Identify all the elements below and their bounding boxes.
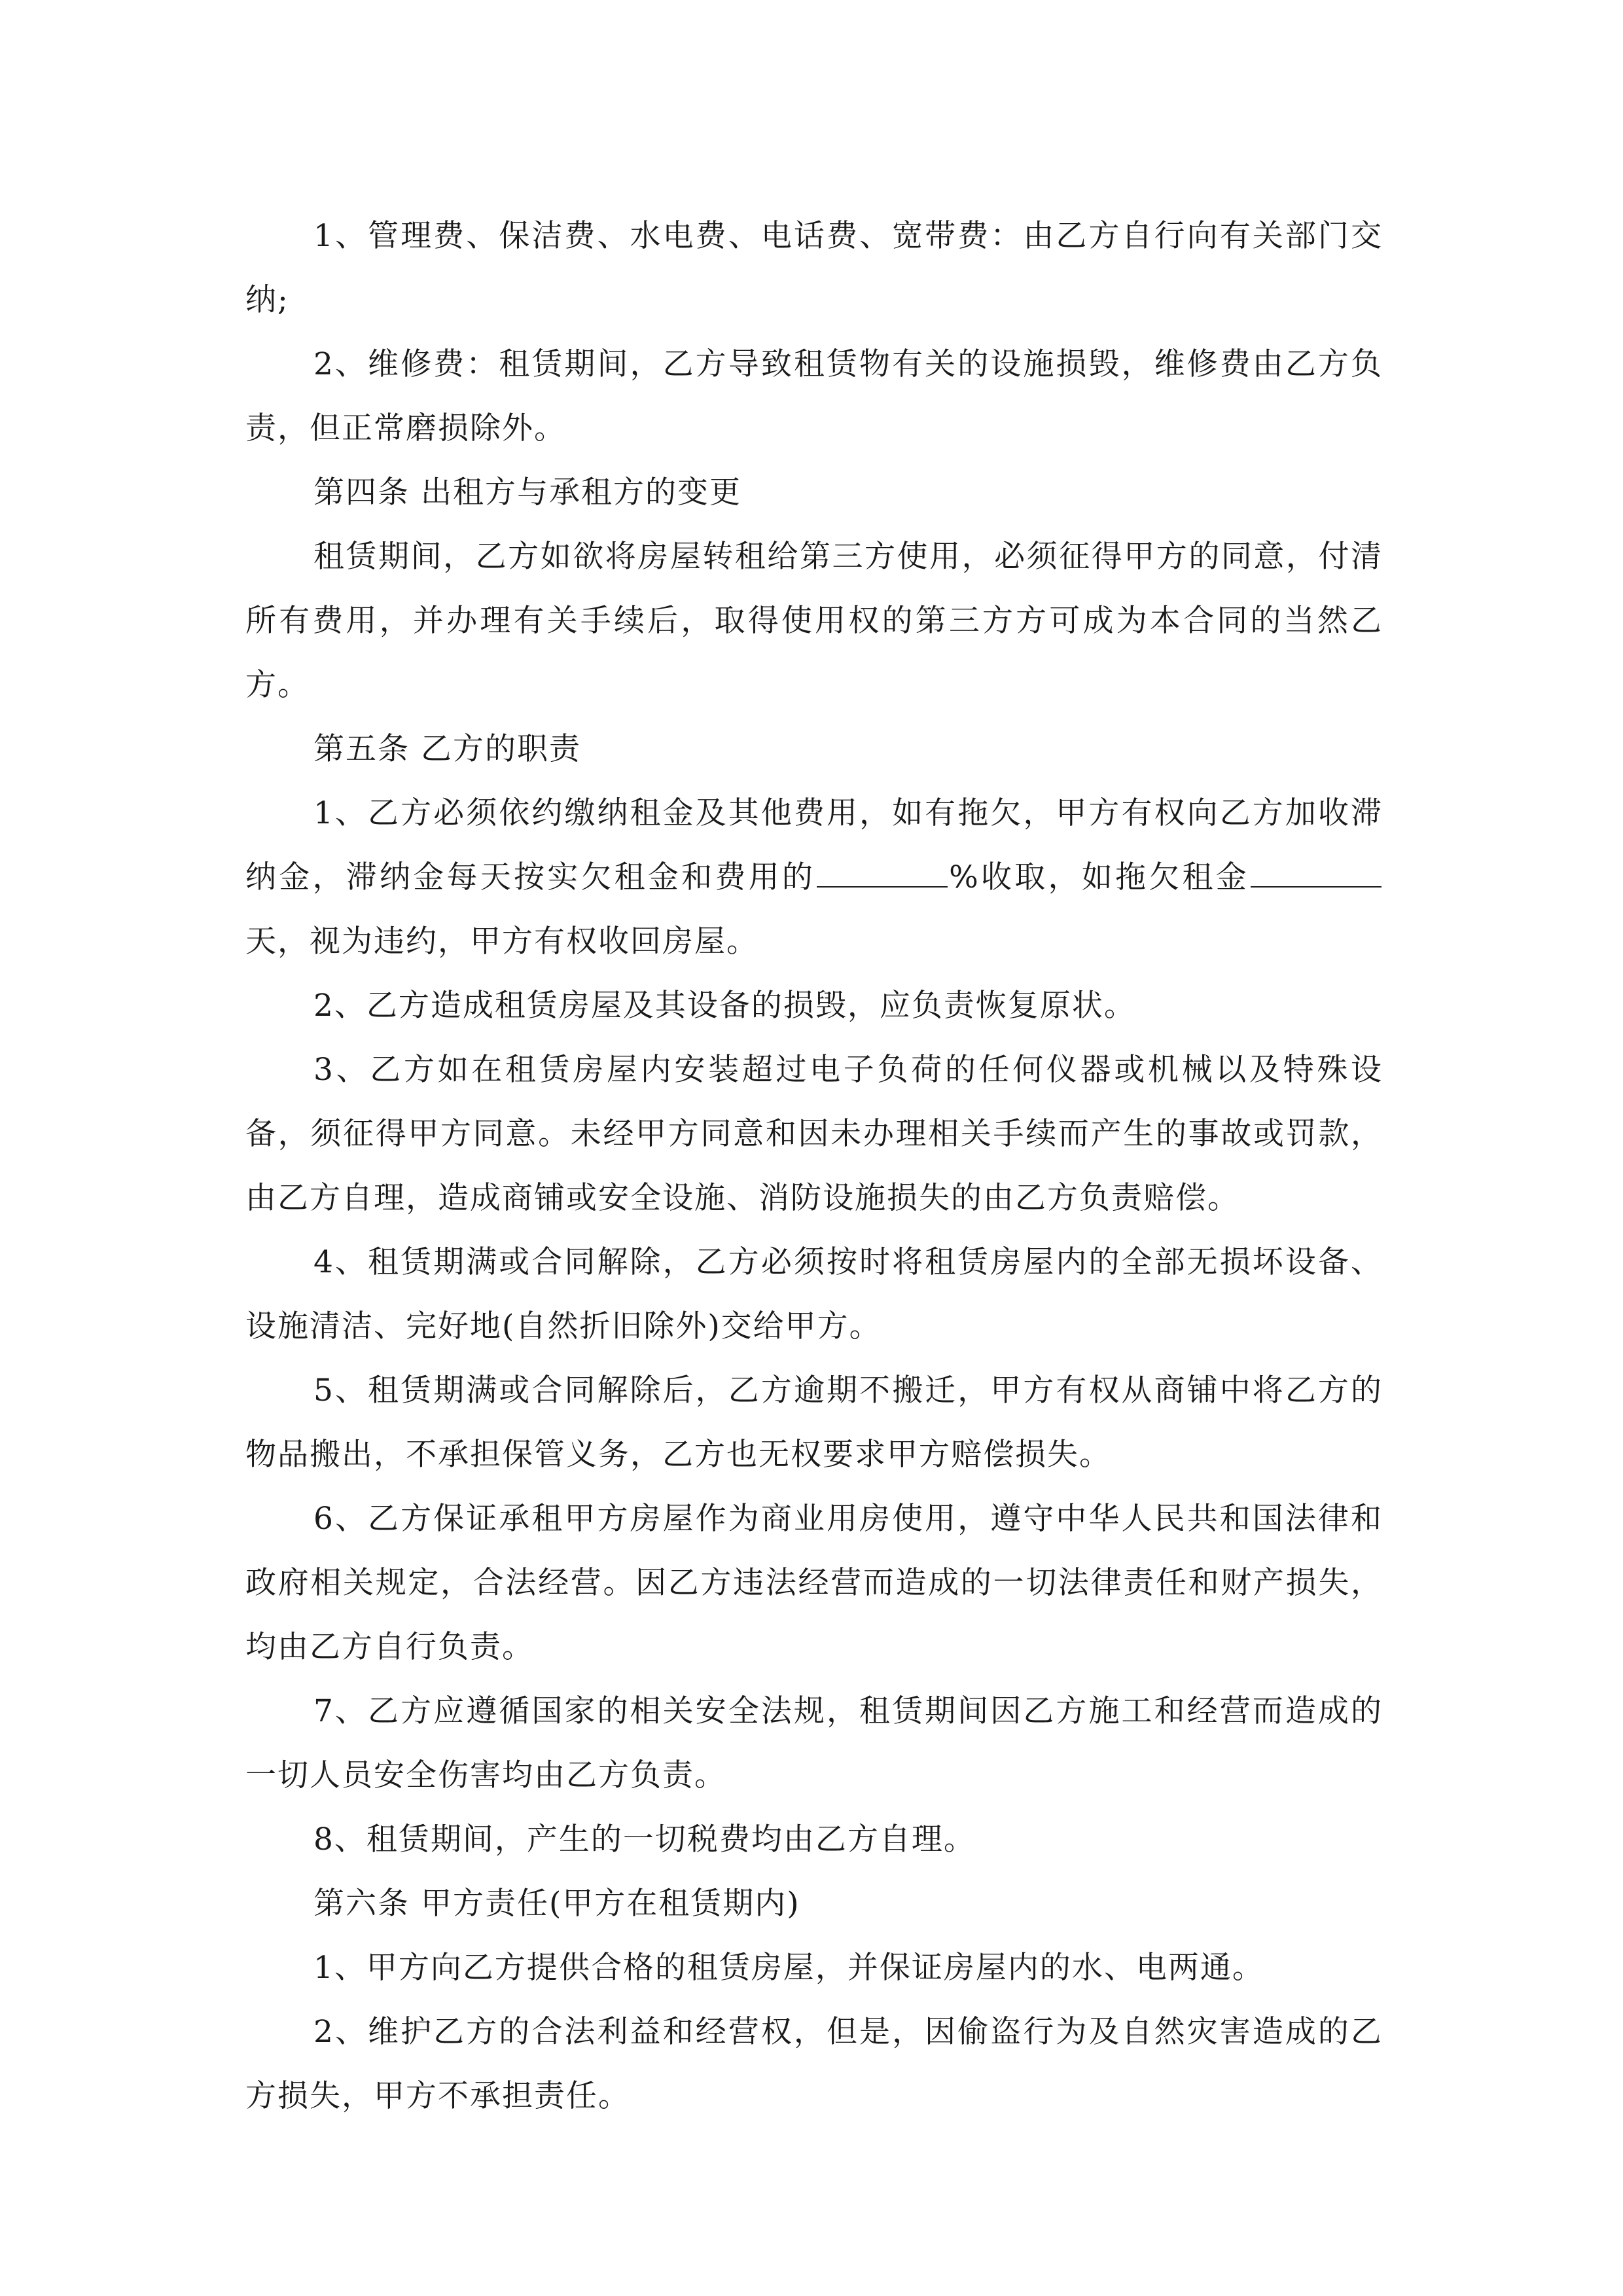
clause-paragraph: 租赁期间，乙方如欲将房屋转租给第三方使用，必须征得甲方的同意，付清所有费用，并办理有关手续后，取得使用权的第三方方可成为本合同的当然乙方。 [245, 539, 1383, 703]
clause-paragraph: 5、租赁期满或合同解除后，乙方逾期不搬迁，甲方有权从商铺中将乙方的物品搬出，不承担保管义务，乙方也无权要求甲方赔偿损失。 [245, 1372, 1383, 1473]
clause-text: 1、乙方必须依约缴纳租金及其他费用，如有拖欠，甲方有权向乙方加收滞纳金，滞纳金每天按实欠租金和费用的 [245, 795, 1383, 895]
fill-in-blank-days[interactable] [1251, 860, 1382, 888]
article-heading: 第五条 乙方的职责 [313, 731, 581, 767]
article-heading: 第四条 出租方与承租方的变更 [313, 475, 741, 511]
clause-paragraph: 2、乙方造成租赁房屋及其设备的损毁，应负责恢复原状。 [313, 988, 1136, 1024]
clause-paragraph: 3、乙方如在租赁房屋内安装超过电子负荷的任何仪器或机械以及特殊设备，须征得甲方同意。未经甲方同意和因未办理相关手续而产生的事故或罚款，由乙方自理，造成商铺或安全设施、消防设施损失的由乙方负责赔偿。 [245, 1052, 1383, 1216]
clause-paragraph: 8、租赁期间，产生的一切税费均由乙方自理。 [313, 1821, 976, 1857]
clause-text: %收取，如拖欠租金 [949, 859, 1249, 895]
clause-paragraph: 1、管理费、保洁费、水电费、电话费、宽带费：由乙方自行向有关部门交纳; [245, 218, 1383, 318]
clause-paragraph-with-blanks [245, 781, 1383, 974]
clause-paragraph: 4、租赁期满或合同解除，乙方必须按时将租赁房屋内的全部无损坏设备、设施清洁、完好地(自然折旧除外)交给甲方。 [245, 1244, 1383, 1344]
article-heading: 第六条 甲方责任(甲方在租赁期内) [313, 1886, 800, 1922]
clause-paragraph: 1、甲方向乙方提供合格的租赁房屋，并保证房屋内的水、电两通。 [313, 1950, 1264, 1986]
document-body [245, 204, 1383, 2128]
clause-paragraph: 7、乙方应遵循国家的相关安全法规，租赁期间因乙方施工和经营而造成的一切人员安全伤害均由乙方负责。 [245, 1693, 1383, 1793]
clause-paragraph: 6、乙方保证承租甲方房屋作为商业用房使用，遵守中华人民共和国法律和政府相关规定，合法经营。因乙方违法经营而造成的一切法律责任和财产损失，均由乙方自行负责。 [245, 1501, 1383, 1665]
fill-in-blank-rate[interactable] [817, 860, 948, 888]
clause-text: 天，视为违约，甲方有权收回房屋。 [245, 924, 758, 960]
clause-paragraph: 2、维护乙方的合法利益和经营权，但是，因偷盗行为及自然灾害造成的乙方损失，甲方不承担责任。 [245, 2014, 1383, 2114]
clause-paragraph: 2、维修费：租赁期间，乙方导致租赁物有关的设施损毁，维修费由乙方负责，但正常磨损除外。 [245, 346, 1383, 446]
